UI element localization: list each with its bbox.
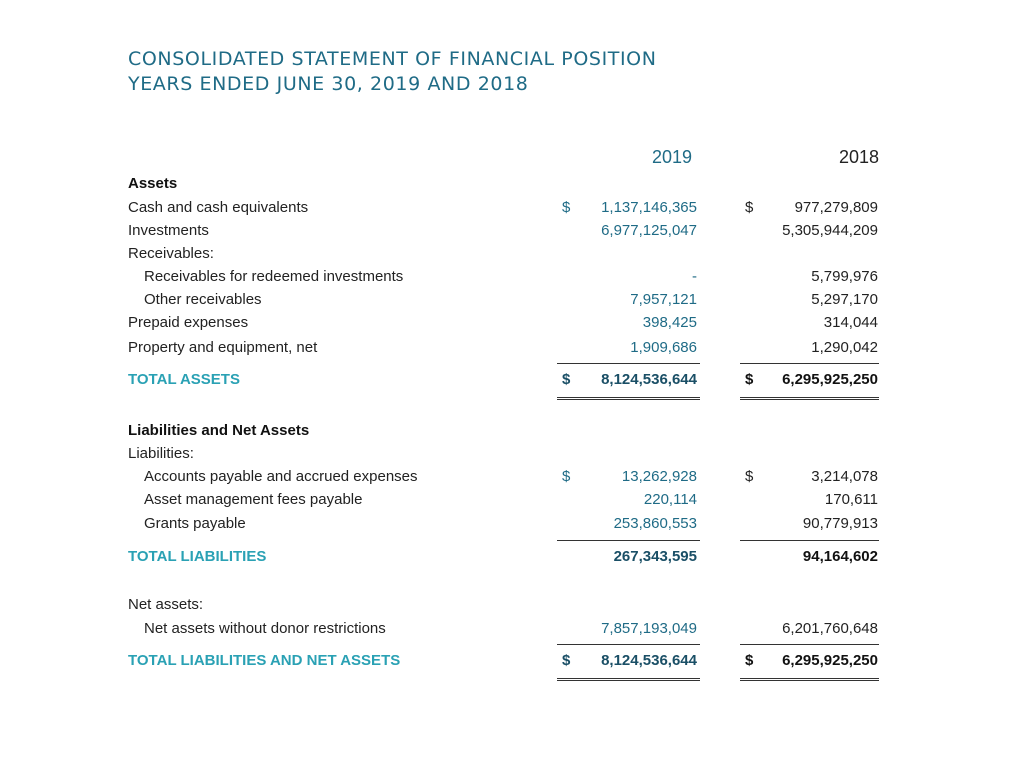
total-double-rule-2018 [740,397,879,400]
value-2019: - [692,268,697,285]
column-header-2018: 2018 [838,147,879,167]
statement-title-line-2: YEARS ENDED JUNE 30, 2019 AND 2018 [128,73,529,95]
row-label: Other receivables [144,291,262,308]
row-total-liabilities-net-assets [0,651,1024,671]
liabilities-heading-row [0,421,1024,441]
row-label: Property and equipment, net [128,339,318,356]
row-label: Accounts payable and accrued expenses [144,468,418,485]
statement-title [128,47,657,97]
total-double-rule-2018 [740,678,879,681]
value-2018: 5,305,944,209 [782,222,878,239]
value-2018: 5,799,976 [811,268,878,285]
liabilities-subheading-row [0,444,1024,464]
value-2019: 6,977,125,047 [601,222,697,239]
currency-symbol: $ [745,652,754,669]
value-2018: 314,044 [823,314,878,331]
row-asset-management-fees [0,490,1024,510]
row-label: Receivables for redeemed investments [144,268,404,285]
value-2019: 7,857,193,049 [601,620,697,637]
currency-symbol: $ [745,371,754,388]
row-cash [0,198,1024,218]
row-label: Net assets without donor restrictions [144,620,386,637]
total-label: TOTAL LIABILITIES [128,548,267,565]
value-2019: 267,343,595 [613,548,697,565]
value-2019: 1,137,146,365 [601,199,697,216]
total-double-rule-2019 [557,397,700,400]
value-2019: 8,124,536,644 [601,652,697,669]
row-net-assets-without-restrictions [0,619,1024,639]
row-prepaid-expenses [0,313,1024,333]
value-2019: 253,860,553 [613,515,697,532]
currency-symbol: $ [562,468,571,485]
row-label: Investments [128,222,209,239]
currency-symbol: $ [562,371,571,388]
value-2018: 6,201,760,648 [782,620,878,637]
row-property-equipment [0,338,1024,358]
column-header-2019: 2019 [651,147,692,167]
value-2018: 6,295,925,250 [782,652,878,669]
currency-symbol: $ [745,468,754,485]
subtotal-rule-2018 [740,363,879,364]
value-2019: 7,957,121 [630,291,697,308]
row-grants-payable [0,514,1024,534]
statement-title-line-1: CONSOLIDATED STATEMENT OF FINANCIAL POSITION [128,48,657,70]
value-2019: 8,124,536,644 [601,371,697,388]
row-investments [0,221,1024,241]
row-label: Prepaid expenses [128,314,249,331]
value-2018: 1,290,042 [811,339,878,356]
row-label: Cash and cash equivalents [128,199,309,216]
liabilities-subheading: Liabilities: [128,445,194,462]
subtotal-rule-2018 [740,540,879,541]
currency-symbol: $ [745,199,754,216]
value-2018: 3,214,078 [811,468,878,485]
row-accounts-payable [0,467,1024,487]
value-2018: 90,779,913 [802,515,878,532]
value-2018: 5,297,170 [811,291,878,308]
subtotal-rule-2018 [740,644,879,645]
value-2018: 977,279,809 [794,199,878,216]
assets-heading: Assets [128,175,178,192]
row-total-liabilities [0,547,1024,567]
total-label: TOTAL ASSETS [128,371,240,388]
value-2019: 220,114 [643,491,697,508]
subtotal-rule-2019 [557,363,700,364]
receivables-heading-row [0,244,1024,264]
subtotal-rule-2019 [557,644,700,645]
assets-heading-row [0,174,1024,194]
value-2019: 13,262,928 [621,468,697,485]
row-other-receivables [0,290,1024,310]
total-double-rule-2019 [557,678,700,681]
value-2019: 1,909,686 [630,339,697,356]
value-2018: 170,611 [824,491,878,508]
currency-symbol: $ [562,652,571,669]
liabilities-net-assets-heading: Liabilities and Net Assets [128,422,310,439]
net-assets-heading-row [0,595,1024,615]
value-2018: 94,164,602 [802,548,878,565]
net-assets-heading: Net assets: [128,596,204,613]
subtotal-rule-2019 [557,540,700,541]
row-label: Asset management fees payable [144,491,363,508]
value-2018: 6,295,925,250 [782,371,878,388]
value-2019: 398,425 [642,314,697,331]
total-label: TOTAL LIABILITIES AND NET ASSETS [128,652,401,669]
row-receivables-redeemed [0,267,1024,287]
currency-symbol: $ [562,199,571,216]
receivables-heading: Receivables: [128,245,214,262]
row-total-assets [0,370,1024,390]
row-label: Grants payable [144,515,246,532]
